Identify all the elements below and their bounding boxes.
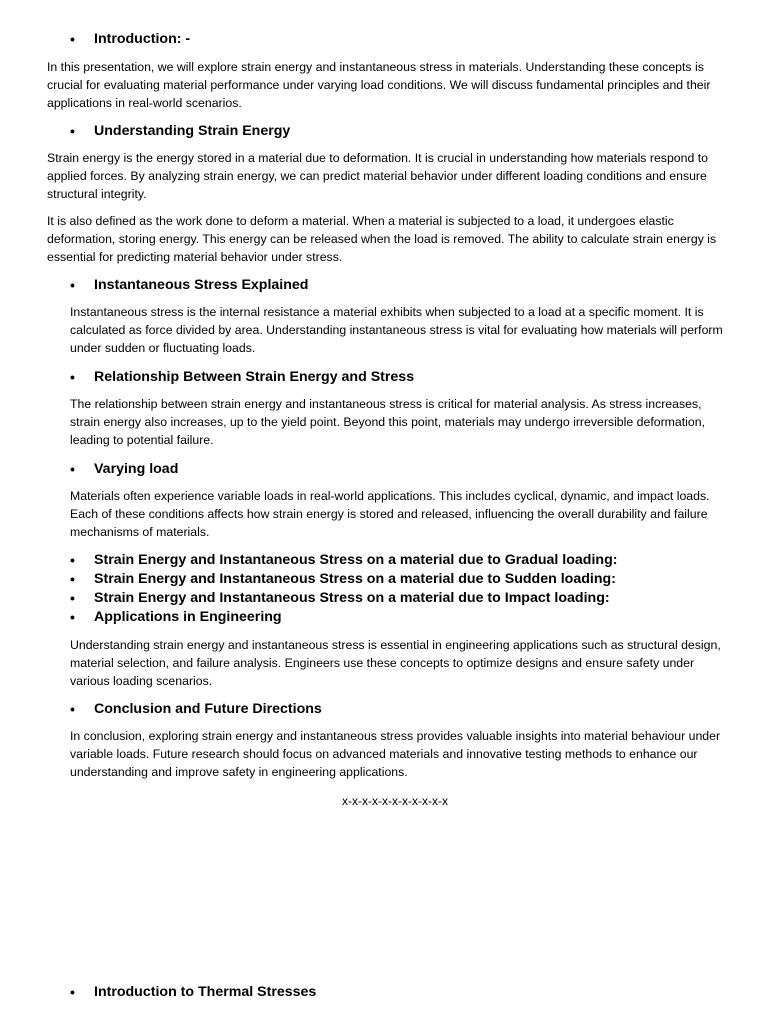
heading-text: Introduction: - — [94, 31, 191, 47]
bullet-icon: • — [70, 609, 75, 625]
paragraph-applications: Understanding strain energy and instantaneous stress is essential in engineering applications such as structural design, material selection, and failure analysis. Engineers use these concepts to optimize designs and ensure safety under various loading scenarios. — [70, 638, 721, 688]
paragraph-instantaneous-stress: Instantaneous stress is the internal resistance a material exhibits when subjected to a load at a specific moment. It is calculated as force divided by area. Understanding instantaneous stress is vital for evaluating how materials will perform under sudden or fluctuating loads. — [70, 305, 723, 355]
bullet-icon: • — [70, 277, 75, 293]
heading-text: Strain Energy and Instantaneous Stress on a material due to Sudden loading: — [94, 571, 616, 587]
bullet-icon: • — [70, 461, 75, 477]
heading-text: Instantaneous Stress Explained — [94, 277, 309, 293]
heading-text: Introduction to Thermal Stresses — [94, 984, 317, 1000]
bullet-icon: • — [70, 31, 75, 47]
bullet-icon: • — [70, 984, 75, 1000]
paragraph-varying-load: Materials often experience variable loads in real-world applications. This includes cyclical, dynamic, and impact loads. Each of these conditions affects how strain energy is stored and released, influencing the overall durability and failure mechanisms of materials. — [70, 489, 710, 539]
bullet-icon: • — [70, 701, 75, 717]
paragraph-strain-energy-2: It is also defined as the work done to deform a material. When a material is subjected to a load, it undergoes elastic deformation, storing energy. This energy can be released when the load is removed. The ability to calculate strain energy is essential for predicting material behavior under stress. — [47, 214, 717, 264]
heading-text: Relationship Between Strain Energy and Stress — [94, 369, 415, 385]
heading-text: Strain Energy and Instantaneous Stress on a material due to Gradual loading: — [94, 552, 618, 568]
paragraph-conclusion: In conclusion, exploring strain energy and instantaneous stress provides valuable insights into material behaviour under variable loads. Future research should focus on advanced materials and innovative testing methods to enhance our understanding and improve safety in engineering applications. — [70, 729, 721, 779]
paragraph-introduction: In this presentation, we will explore strain energy and instantaneous stress in materials. Understanding these concepts is crucial for evaluating material performance under varying load conditions. We will discuss fundamental principles and their applications in real-world scenarios. — [47, 60, 711, 110]
heading-text: Understanding Strain Energy — [94, 123, 291, 139]
paragraph-relationship: The relationship between strain energy and instantaneous stress is critical for material analysis. As stress increases, strain energy also increases, up to the yield point. Beyond this point, materials may undergo irreversible deformation, leading to potential failure. — [70, 397, 705, 447]
paragraph-strain-energy-1: Strain energy is the energy stored in a material due to deformation. It is crucial in understanding how materials respond to applied forces. By analyzing strain energy, we can predict material behavior under different loading conditions and ensure structural integrity. — [47, 151, 708, 201]
bullet-icon: • — [70, 123, 75, 139]
heading-text: Conclusion and Future Directions — [94, 701, 322, 717]
bullet-icon: • — [70, 552, 75, 568]
bullet-icon: • — [70, 369, 75, 385]
heading-text: Strain Energy and Instantaneous Stress on a material due to Impact loading: — [94, 590, 610, 606]
heading-text: Varying load — [94, 461, 179, 477]
heading-text: Applications in Engineering — [94, 609, 282, 625]
section-separator: x-x-x-x-x-x-x-x-x-x-x — [342, 794, 448, 808]
bullet-icon: • — [70, 590, 75, 606]
bullet-icon: • — [70, 571, 75, 587]
